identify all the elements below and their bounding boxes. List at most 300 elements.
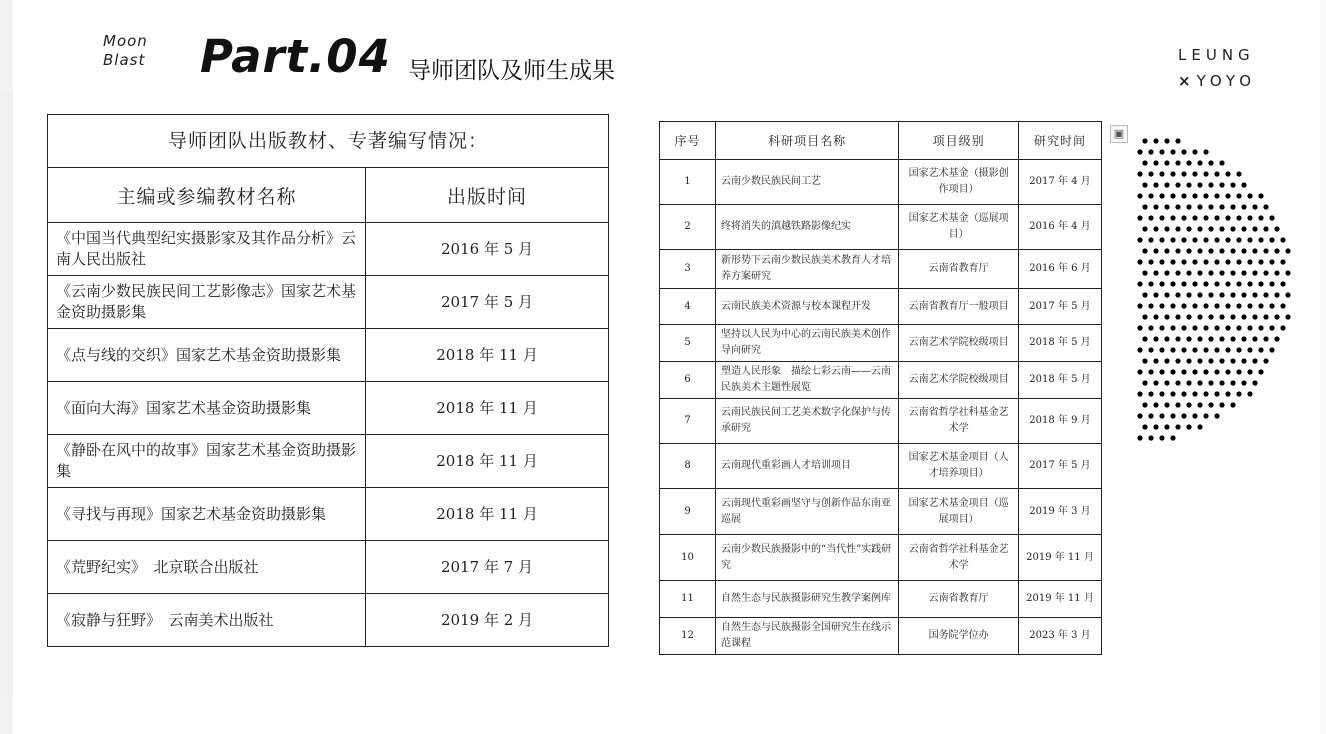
halftone-dot bbox=[1137, 171, 1142, 176]
halftone-dot bbox=[1181, 413, 1186, 418]
halftone-dot bbox=[1247, 369, 1252, 374]
research-time-cell: 2016 年 4 月 bbox=[1018, 205, 1101, 250]
halftone-dot bbox=[1192, 303, 1197, 308]
x-mark: × bbox=[1178, 72, 1193, 90]
halftone-dot bbox=[1137, 413, 1142, 418]
halftone-dot bbox=[1214, 237, 1219, 242]
project-name-cell: 云南民族美术资源与校本课程开发 bbox=[716, 289, 899, 325]
table-row bbox=[48, 488, 609, 541]
halftone-dot bbox=[1236, 281, 1241, 286]
halftone-dot bbox=[1274, 248, 1279, 253]
halftone-dot bbox=[1175, 336, 1180, 341]
halftone-dot bbox=[1192, 413, 1197, 418]
halftone-dot bbox=[1269, 237, 1274, 242]
halftone-dot bbox=[1219, 160, 1224, 165]
halftone-dot bbox=[1181, 281, 1186, 286]
project-level-cell: 国家艺术基金（摄影创作项目） bbox=[899, 160, 1019, 205]
halftone-dot bbox=[1170, 259, 1175, 264]
row-number-cell: 2 bbox=[660, 205, 716, 250]
halftone-dot bbox=[1203, 171, 1208, 176]
halftone-dot bbox=[1153, 336, 1158, 341]
halftone-dot bbox=[1142, 138, 1147, 143]
halftone-dot bbox=[1175, 402, 1180, 407]
halftone-dot bbox=[1247, 237, 1252, 242]
halftone-dot bbox=[1181, 215, 1186, 220]
halftone-dot bbox=[1153, 138, 1158, 143]
halftone-dot bbox=[1197, 182, 1202, 187]
column-header-title: 主编或参编教材名称 bbox=[48, 168, 366, 223]
halftone-dot bbox=[1170, 303, 1175, 308]
halftone-dot bbox=[1208, 226, 1213, 231]
halftone-dot bbox=[1241, 248, 1246, 253]
halftone-dot bbox=[1186, 182, 1191, 187]
table-row bbox=[660, 399, 1102, 444]
halftone-dot bbox=[1186, 248, 1191, 253]
research-projects-table bbox=[659, 121, 1102, 655]
halftone-dot bbox=[1170, 193, 1175, 198]
halftone-dot bbox=[1236, 325, 1241, 330]
halftone-dot bbox=[1153, 314, 1158, 319]
project-level-cell: 国家艺术基金项目（人才培养项目） bbox=[899, 444, 1019, 489]
halftone-dot bbox=[1214, 303, 1219, 308]
halftone-dot bbox=[1142, 314, 1147, 319]
halftone-dot bbox=[1186, 226, 1191, 231]
halftone-dot bbox=[1186, 204, 1191, 209]
halftone-dot bbox=[1208, 248, 1213, 253]
project-level-cell: 云南艺术学院校级项目 bbox=[899, 362, 1019, 399]
publish-date-cell: 2018 年 11 月 bbox=[366, 329, 609, 382]
halftone-dot bbox=[1269, 215, 1274, 220]
project-name-cell: 新形势下云南少数民族美术教育人才培养方案研究 bbox=[716, 250, 899, 289]
halftone-dot bbox=[1263, 204, 1268, 209]
halftone-dot bbox=[1148, 193, 1153, 198]
halftone-dot bbox=[1164, 182, 1169, 187]
halftone-dot bbox=[1230, 204, 1235, 209]
halftone-dot bbox=[1285, 314, 1290, 319]
project-level-cell: 国家艺术基金（巡展项目） bbox=[899, 205, 1019, 250]
halftone-dot bbox=[1159, 413, 1164, 418]
table-row bbox=[660, 325, 1102, 362]
halftone-dot bbox=[1192, 171, 1197, 176]
halftone-dot bbox=[1258, 325, 1263, 330]
halftone-dot bbox=[1252, 336, 1257, 341]
table-row bbox=[48, 594, 609, 647]
halftone-dot bbox=[1192, 259, 1197, 264]
halftone-dot bbox=[1142, 160, 1147, 165]
halftone-dot bbox=[1159, 215, 1164, 220]
halftone-dot bbox=[1159, 149, 1164, 154]
row-number-cell: 6 bbox=[660, 362, 716, 399]
halftone-dot bbox=[1164, 314, 1169, 319]
halftone-dot bbox=[1241, 380, 1246, 385]
halftone-dot bbox=[1186, 402, 1191, 407]
row-number-cell: 10 bbox=[660, 535, 716, 581]
halftone-dot bbox=[1137, 281, 1142, 286]
halftone-dot bbox=[1164, 358, 1169, 363]
halftone-dot bbox=[1175, 248, 1180, 253]
outer-gutter-top bbox=[0, 0, 13, 92]
halftone-dot bbox=[1203, 259, 1208, 264]
halftone-dot bbox=[1153, 248, 1158, 253]
halftone-dot bbox=[1159, 193, 1164, 198]
row-number-cell: 11 bbox=[660, 581, 716, 618]
row-number-cell: 5 bbox=[660, 325, 716, 362]
halftone-dot bbox=[1252, 314, 1257, 319]
row-number-cell: 9 bbox=[660, 489, 716, 535]
halftone-dot bbox=[1148, 413, 1153, 418]
halftone-dot bbox=[1219, 182, 1224, 187]
halftone-dot bbox=[1269, 281, 1274, 286]
halftone-dot bbox=[1148, 149, 1153, 154]
halftone-dot bbox=[1186, 380, 1191, 385]
brand-right-line-2: YOYO bbox=[1196, 72, 1257, 90]
halftone-dot bbox=[1219, 248, 1224, 253]
halftone-dot bbox=[1148, 435, 1153, 440]
column-header-project: 科研项目名称 bbox=[716, 122, 899, 160]
research-time-cell: 2019 年 11 月 bbox=[1018, 535, 1101, 581]
halftone-dot bbox=[1225, 237, 1230, 242]
halftone-dot bbox=[1230, 358, 1235, 363]
project-name-cell: 坚持以人民为中心的云南民族美术创作导向研究 bbox=[716, 325, 899, 362]
halftone-dot bbox=[1241, 358, 1246, 363]
halftone-dot bbox=[1159, 391, 1164, 396]
halftone-dot bbox=[1181, 171, 1186, 176]
outer-gutter-bottom bbox=[0, 696, 13, 734]
halftone-dot bbox=[1164, 336, 1169, 341]
halftone-dot bbox=[1137, 215, 1142, 220]
halftone-dot bbox=[1241, 226, 1246, 231]
halftone-dot bbox=[1203, 347, 1208, 352]
table-row bbox=[660, 160, 1102, 205]
halftone-dot bbox=[1197, 248, 1202, 253]
halftone-dot bbox=[1280, 281, 1285, 286]
halftone-dot bbox=[1170, 237, 1175, 242]
halftone-dot bbox=[1263, 292, 1268, 297]
halftone-dot bbox=[1197, 226, 1202, 231]
halftone-dot bbox=[1197, 270, 1202, 275]
halftone-dot bbox=[1230, 402, 1235, 407]
halftone-dot bbox=[1258, 193, 1263, 198]
publish-date-cell: 2017 年 7 月 bbox=[366, 541, 609, 594]
halftone-dot bbox=[1208, 270, 1213, 275]
halftone-dot bbox=[1197, 402, 1202, 407]
halftone-dot bbox=[1142, 380, 1147, 385]
halftone-dot bbox=[1148, 215, 1153, 220]
halftone-dot bbox=[1225, 303, 1230, 308]
halftone-dot bbox=[1159, 435, 1164, 440]
halftone-dot bbox=[1181, 347, 1186, 352]
halftone-dot bbox=[1208, 380, 1213, 385]
halftone-dot bbox=[1274, 292, 1279, 297]
publish-date-cell: 2019 年 2 月 bbox=[366, 594, 609, 647]
halftone-dot bbox=[1153, 204, 1158, 209]
project-name-cell: 云南少数民族摄影中的“当代性”实践研究 bbox=[716, 535, 899, 581]
halftone-dot bbox=[1175, 160, 1180, 165]
halftone-dot bbox=[1225, 391, 1230, 396]
halftone-dot bbox=[1153, 402, 1158, 407]
halftone-dot bbox=[1164, 248, 1169, 253]
research-time-cell: 2017 年 5 月 bbox=[1018, 444, 1101, 489]
halftone-dot bbox=[1186, 336, 1191, 341]
halftone-dot bbox=[1153, 182, 1158, 187]
halftone-dot bbox=[1137, 259, 1142, 264]
halftone-dot bbox=[1192, 325, 1197, 330]
halftone-dot bbox=[1214, 193, 1219, 198]
halftone-dot bbox=[1170, 435, 1175, 440]
halftone-dot bbox=[1159, 281, 1164, 286]
halftone-dot bbox=[1148, 303, 1153, 308]
halftone-dot bbox=[1159, 347, 1164, 352]
research-time-cell: 2017 年 4 月 bbox=[1018, 160, 1101, 205]
halftone-dot bbox=[1230, 292, 1235, 297]
halftone-dot bbox=[1192, 347, 1197, 352]
halftone-dot bbox=[1203, 237, 1208, 242]
brand-logo-moonblast bbox=[103, 32, 148, 70]
halftone-dot bbox=[1203, 303, 1208, 308]
halftone-dot bbox=[1137, 149, 1142, 154]
halftone-dot bbox=[1170, 215, 1175, 220]
halftone-dot bbox=[1181, 237, 1186, 242]
table-row bbox=[660, 444, 1102, 489]
halftone-dot bbox=[1252, 358, 1257, 363]
halftone-dot bbox=[1142, 204, 1147, 209]
table-row bbox=[660, 581, 1102, 618]
halftone-dot bbox=[1241, 336, 1246, 341]
halftone-dot bbox=[1142, 336, 1147, 341]
halftone-dot bbox=[1142, 358, 1147, 363]
halftone-dot bbox=[1192, 215, 1197, 220]
halftone-dot bbox=[1247, 303, 1252, 308]
table-row bbox=[660, 618, 1102, 655]
frame-icon[interactable]: ▣ bbox=[1110, 125, 1128, 143]
halftone-dot bbox=[1252, 380, 1257, 385]
column-header-time: 研究时间 bbox=[1018, 122, 1101, 160]
row-number-cell: 4 bbox=[660, 289, 716, 325]
book-title-cell: 《云南少数民族民间工艺影像志》国家艺术基金资助摄影集 bbox=[48, 276, 366, 329]
publish-date-cell: 2016 年 5 月 bbox=[366, 223, 609, 276]
brand-line-1: Moon bbox=[103, 32, 148, 50]
halftone-dot bbox=[1203, 215, 1208, 220]
halftone-dot bbox=[1269, 347, 1274, 352]
halftone-dot bbox=[1164, 402, 1169, 407]
project-name-cell: 云南民族民间工艺美术数字化保护与传承研究 bbox=[716, 399, 899, 444]
brand-right-line-1: LEUNG bbox=[1178, 46, 1255, 64]
halftone-dot bbox=[1247, 215, 1252, 220]
brand-logo-leung-yoyo bbox=[1178, 42, 1256, 94]
publish-date-cell: 2018 年 11 月 bbox=[366, 382, 609, 435]
halftone-dot bbox=[1236, 193, 1241, 198]
halftone-dot bbox=[1208, 314, 1213, 319]
halftone-dot bbox=[1159, 303, 1164, 308]
table-row bbox=[48, 223, 609, 276]
column-header-date: 出版时间 bbox=[366, 168, 609, 223]
research-time-cell: 2018 年 5 月 bbox=[1018, 325, 1101, 362]
halftone-dot bbox=[1142, 226, 1147, 231]
halftone-dot bbox=[1219, 204, 1224, 209]
halftone-dot bbox=[1164, 380, 1169, 385]
halftone-dot bbox=[1186, 292, 1191, 297]
table-row bbox=[660, 205, 1102, 250]
research-time-cell: 2019 年 11 月 bbox=[1018, 581, 1101, 618]
publish-date-cell: 2018 年 11 月 bbox=[366, 488, 609, 541]
table-row bbox=[48, 435, 609, 488]
research-time-cell: 2017 年 5 月 bbox=[1018, 289, 1101, 325]
halftone-dot bbox=[1175, 226, 1180, 231]
halftone-dot bbox=[1258, 303, 1263, 308]
halftone-dot bbox=[1203, 193, 1208, 198]
halftone-dot bbox=[1219, 292, 1224, 297]
halftone-dot bbox=[1225, 281, 1230, 286]
halftone-dot bbox=[1159, 325, 1164, 330]
research-time-cell: 2016 年 6 月 bbox=[1018, 250, 1101, 289]
halftone-dot bbox=[1214, 259, 1219, 264]
halftone-dot bbox=[1137, 347, 1142, 352]
halftone-dot bbox=[1236, 369, 1241, 374]
halftone-dot bbox=[1280, 303, 1285, 308]
table-row bbox=[660, 289, 1102, 325]
halftone-dot bbox=[1186, 314, 1191, 319]
halftone-dot bbox=[1137, 325, 1142, 330]
book-title-cell: 《静卧在风中的故事》国家艺术基金资助摄影集 bbox=[48, 435, 366, 488]
halftone-dot bbox=[1175, 270, 1180, 275]
halftone-dot bbox=[1269, 303, 1274, 308]
halftone-dot bbox=[1137, 237, 1142, 242]
halftone-dot bbox=[1137, 391, 1142, 396]
halftone-dot bbox=[1241, 314, 1246, 319]
halftone-dot bbox=[1219, 358, 1224, 363]
halftone-dot bbox=[1203, 325, 1208, 330]
halftone-dot bbox=[1258, 281, 1263, 286]
dot-halftone-decoration bbox=[1137, 106, 1297, 476]
halftone-dot bbox=[1219, 402, 1224, 407]
project-name-cell: 云南现代重彩画人才培训项目 bbox=[716, 444, 899, 489]
halftone-dot bbox=[1247, 281, 1252, 286]
halftone-dot bbox=[1230, 314, 1235, 319]
halftone-dot bbox=[1274, 314, 1279, 319]
halftone-dot bbox=[1252, 292, 1257, 297]
halftone-dot bbox=[1258, 237, 1263, 242]
halftone-dot bbox=[1175, 358, 1180, 363]
halftone-dot bbox=[1269, 325, 1274, 330]
project-name-cell: 云南现代重彩画坚守与创新作品东南亚巡展 bbox=[716, 489, 899, 535]
halftone-dot bbox=[1252, 204, 1257, 209]
halftone-dot bbox=[1186, 270, 1191, 275]
row-number-cell: 8 bbox=[660, 444, 716, 489]
halftone-dot bbox=[1247, 325, 1252, 330]
halftone-dot bbox=[1203, 369, 1208, 374]
halftone-dot bbox=[1241, 270, 1246, 275]
research-time-cell: 2023 年 3 月 bbox=[1018, 618, 1101, 655]
project-level-cell: 云南省教育厅一般项目 bbox=[899, 289, 1019, 325]
halftone-dot bbox=[1219, 270, 1224, 275]
halftone-dot bbox=[1247, 259, 1252, 264]
halftone-dot bbox=[1192, 281, 1197, 286]
halftone-dot bbox=[1148, 281, 1153, 286]
halftone-dot bbox=[1219, 314, 1224, 319]
halftone-dot bbox=[1181, 303, 1186, 308]
halftone-dot bbox=[1225, 325, 1230, 330]
halftone-dot bbox=[1214, 369, 1219, 374]
halftone-dot bbox=[1142, 292, 1147, 297]
halftone-dot bbox=[1137, 369, 1142, 374]
table-row bbox=[48, 329, 609, 382]
halftone-dot bbox=[1192, 149, 1197, 154]
project-level-cell: 云南省哲学社科基金艺术学 bbox=[899, 399, 1019, 444]
halftone-dot bbox=[1153, 380, 1158, 385]
halftone-dot bbox=[1142, 270, 1147, 275]
halftone-dot bbox=[1142, 248, 1147, 253]
project-level-cell: 云南艺术学院校级项目 bbox=[899, 325, 1019, 362]
halftone-dot bbox=[1214, 171, 1219, 176]
halftone-dot bbox=[1153, 270, 1158, 275]
column-header-level: 项目级别 bbox=[899, 122, 1019, 160]
book-title-cell: 《荒野纪实》 北京联合出版社 bbox=[48, 541, 366, 594]
halftone-dot bbox=[1252, 270, 1257, 275]
halftone-dot bbox=[1192, 391, 1197, 396]
scrollbar[interactable] bbox=[1320, 0, 1326, 734]
halftone-dot bbox=[1258, 215, 1263, 220]
halftone-dot bbox=[1203, 413, 1208, 418]
halftone-dot bbox=[1137, 193, 1142, 198]
halftone-dot bbox=[1230, 248, 1235, 253]
book-title-cell: 《寂静与狂野》 云南美术出版社 bbox=[48, 594, 366, 647]
halftone-dot bbox=[1181, 391, 1186, 396]
halftone-dot bbox=[1181, 193, 1186, 198]
publish-date-cell: 2018 年 11 月 bbox=[366, 435, 609, 488]
halftone-dot bbox=[1148, 259, 1153, 264]
halftone-dot bbox=[1203, 281, 1208, 286]
halftone-dot bbox=[1274, 226, 1279, 231]
halftone-dot bbox=[1175, 182, 1180, 187]
halftone-dot bbox=[1236, 259, 1241, 264]
halftone-dot bbox=[1214, 215, 1219, 220]
table-row bbox=[48, 276, 609, 329]
halftone-dot bbox=[1197, 292, 1202, 297]
halftone-dot bbox=[1285, 292, 1290, 297]
research-time-cell: 2018 年 5 月 bbox=[1018, 362, 1101, 399]
halftone-dot bbox=[1280, 325, 1285, 330]
halftone-dot bbox=[1159, 369, 1164, 374]
halftone-dot bbox=[1285, 270, 1290, 275]
row-number-cell: 1 bbox=[660, 160, 716, 205]
halftone-dot bbox=[1258, 347, 1263, 352]
part-number: Part.04 bbox=[200, 30, 391, 83]
book-title-cell: 《点与线的交织》国家艺术基金资助摄影集 bbox=[48, 329, 366, 382]
halftone-dot bbox=[1225, 215, 1230, 220]
textbooks-table bbox=[47, 114, 609, 647]
halftone-dot bbox=[1236, 303, 1241, 308]
halftone-dot bbox=[1203, 391, 1208, 396]
halftone-dot bbox=[1280, 237, 1285, 242]
halftone-dot bbox=[1197, 204, 1202, 209]
halftone-dot bbox=[1175, 314, 1180, 319]
project-level-cell: 云南省哲学社科基金艺术学 bbox=[899, 535, 1019, 581]
halftone-dot bbox=[1274, 270, 1279, 275]
halftone-dot bbox=[1236, 347, 1241, 352]
halftone-dot bbox=[1164, 424, 1169, 429]
halftone-dot bbox=[1197, 336, 1202, 341]
halftone-dot bbox=[1175, 424, 1180, 429]
halftone-dot bbox=[1192, 237, 1197, 242]
table-row bbox=[48, 541, 609, 594]
halftone-dot bbox=[1263, 314, 1268, 319]
halftone-dot bbox=[1170, 391, 1175, 396]
halftone-dot bbox=[1175, 204, 1180, 209]
halftone-dot bbox=[1142, 402, 1147, 407]
halftone-dot bbox=[1263, 358, 1268, 363]
halftone-dot bbox=[1241, 204, 1246, 209]
book-title-cell: 《寻找与再现》国家艺术基金资助摄影集 bbox=[48, 488, 366, 541]
